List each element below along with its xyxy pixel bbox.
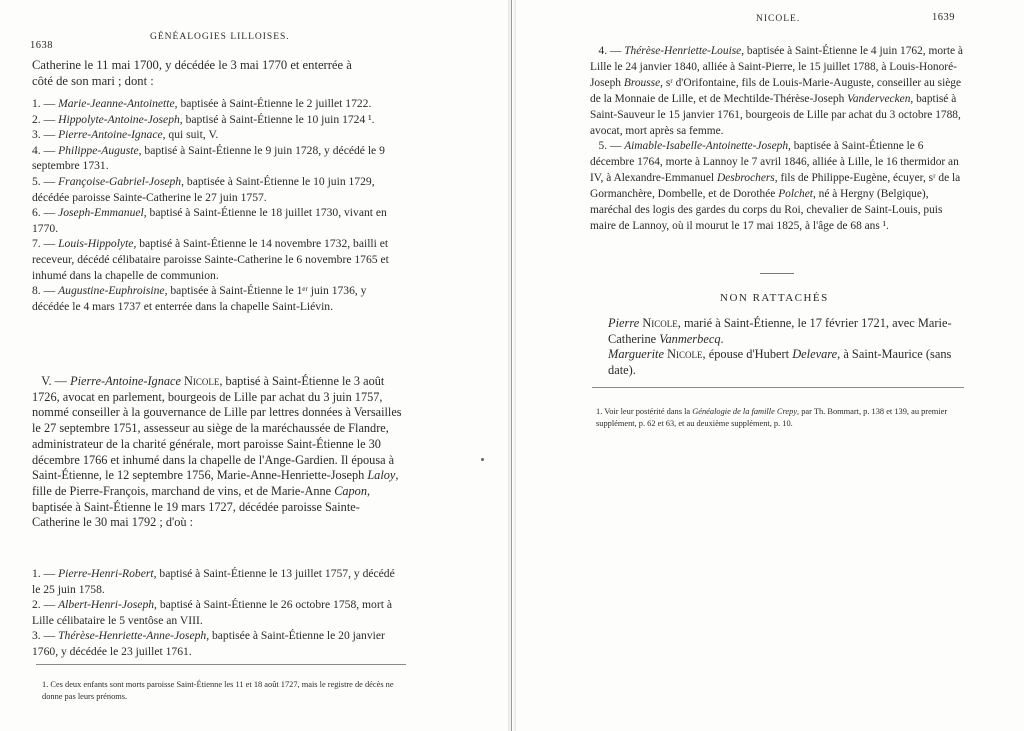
section-title: NON RATTACHÉS [720,292,829,304]
list-item: 8. — Augustine-Euphroisine, baptisée à Saint-Étienne le 1ᵉʳ juin 1736, y décédée le 4 mars 1737 et enterrée dans la chapelle Saint-Liévin. [32,284,367,313]
child-details: , baptisé à Saint-Étienne le 14 novembre 1732, bailli et receveur, décédé célibataire paroisse Sainte-Catherine le 6 novembre 1765 et inhumé dans la chapelle de communion. [32,237,389,282]
child-details: , né à Hergny (Belgique), maréchal des logis des gardes du corps du Roi, chevalier de Saint-Louis, puis maire de Lannoy, où il mourut le 17 mai 1825, à l'âge de 68 ans ¹. [590,188,943,232]
intro-line-2: côté de son mari ; dont : [32,73,154,88]
left-footnote: 1. Ces deux enfants sont morts paroisse Saint-Étienne les 11 et 18 août 1727, mais le registre de décès ne donne pas leurs prénoms. [42,680,394,702]
item-number: 3. [32,629,41,643]
child-name: Augustine-Euphroisine [58,284,165,298]
left-running-title: GÉNÉALOGIES LILLOISES. [150,32,290,42]
child-details: , baptisée à Saint-Étienne le 2 juillet 1722. [174,97,372,110]
footnote-text: , par Th. Bommart, p. 138 et 139, au premier supplément, p. 62 et 63, et au deuxième supplément, p. 10. [596,407,948,429]
child-details: , baptisée à Saint-Étienne le 10 juin 1729, décédée paroisse Sainte-Catherine le 27 juin 1757. [32,174,375,204]
mother-surname: Capon [334,483,367,498]
right-footnote-rule [592,387,964,388]
bio-text-b: , fille de Pierre-François, marchand de vins, et de Marie-Anne [32,468,399,498]
generation-label: V. — [41,374,67,388]
right-page-number: 1639 [932,12,955,23]
child-details: , baptisé à Saint-Étienne le 26 octobre 1758, mort à Lille célibataire le 5 ventôse an VIII. [32,598,392,627]
list-item: 2. — Albert-Henri-Joseph, baptisé à Saint-Étienne le 26 octobre 1758, mort à Lille célibataire le 5 ventôse an VIII. [32,598,392,627]
left-footnote-rule [36,664,406,665]
spouse-surname: Desbrochers [716,172,775,185]
item-number: 1. [32,567,41,580]
spouse-surname: Brousse [623,76,661,89]
list-item: 2. — Hippolyte-Antoine-Joseph, baptisé à Saint-Étienne le 10 juin 1724 ¹. [32,112,375,126]
list-item [608,316,964,347]
child-details: , baptisée à Saint-Étienne le 4 juin 1762, morte à Lille le 24 janvier 1840, alliée à Saint-Pierre, le 15 juillet 1788, à Louis-Honoré-Joseph [590,45,963,89]
list-item: 3. — Pierre-Antoine-Ignace, qui suit, V. [32,128,219,142]
unattached-entries [608,316,964,378]
child-name: Pierre-Antoine-Ignace [58,128,163,142]
list-item: 7. — Louis-Hippolyte, baptisé à Saint-Étienne le 14 novembre 1732, bailli et receveur, décédé célibataire paroisse Sainte-Catherine le 6 novembre 1765 et inhumé dans la chapelle de communion. [32,237,389,282]
child-details: , baptisée à Saint-Étienne le 1ᵉʳ juin 1736, y décédée le 4 mars 1737 et enterrée dans la chapelle Saint-Liévin. [32,284,367,313]
child-name: Thérèse-Henriette-Louise [624,45,742,57]
list-item: 4. — Philippe-Auguste, baptisé à Saint-Étienne le 9 juin 1728, y décédé le 9 septembre 1731. [32,143,385,173]
generation-v-paragraph [32,374,404,531]
child-details: , baptisé à Saint-Étienne le 9 juin 1728, y décédé le 9 septembre 1731. [32,143,385,173]
children-list-2 [32,566,404,660]
child-name: Aimable-Isabelle-Antoinette-Joseph [624,140,789,153]
list-item: 1. — Marie-Jeanne-Antoinette, baptisée à Saint-Étienne le 2 juillet 1722. [32,97,372,110]
intro-line-1: Catherine le 11 mai 1700, y décédée le 3 mai 1770 et enterrée à [32,58,352,72]
bio-text-c: , baptisée à Saint-Étienne le 19 mars 1727, décédée paroisse Sainte-Catherine le 30 mai 1792 ; d'où : [32,483,371,530]
children-list-3 [590,44,968,235]
left-page-number: 1638 [30,40,53,51]
entry-text: , épouse d'Hubert [702,347,793,362]
right-running-title: NICOLE. [756,14,801,24]
item-number: 6. [32,206,41,220]
entry-text: . [720,331,724,346]
spouse-surname: Vanmerbecq [659,331,721,346]
bio-text-a: , baptisé à Saint-Étienne le 3 août 1726, avocat en parlement, bourgeois de Lille par achat du 3 juin 1757, nommé conseiller à la gouvernance de Lille par lettres données à Versailles le 27 septembre 1751, assesseur au siège de la maréchaussée de Flandre, administrateur de la charité générale, mort paroisse Saint-Étienne le 30 décembre 1766 et inhumé dans la chapelle de l'Ange-Gardien. Il épousa à Saint-Étienne, le 12 septembre 1756, Marie-Anne-Henriette-Joseph [32,374,402,483]
item-number: 3. [32,128,41,142]
child-name: Hippolyte-Antoine-Joseph [58,112,180,126]
list-item: 5. — Françoise-Gabriel-Joseph, baptisée à Saint-Étienne le 10 juin 1729, décédée paroisse Sainte-Catherine le 27 juin 1757. [32,174,375,204]
child-name: Pierre-Henri-Robert [58,567,154,580]
child-details: , baptisé à Saint-Étienne le 18 juillet 1730, vivant en 1770. [32,206,387,235]
child-name: Françoise-Gabriel-Joseph [58,174,182,188]
child-details: , baptisé à Saint-Sauveur le 15 janvier 1761, bourgeois de Lille par achat du 3 octobre 1788, avocat, mort après sa femme. [590,92,961,137]
child-details: , fils de Philippe-Eugène, écuyer, sʳ de la Gormanchère, Dombelle, et de Dorothée [590,172,961,201]
entry-text: , marié à Saint-Étienne, le 17 février 1721, avec Marie-Catherine [608,316,952,346]
section-divider [760,273,794,274]
item-number: 5. [598,140,608,153]
given-name: Pierre [608,316,640,330]
child-name: Philippe-Auguste [58,143,139,157]
person-surname: Nicole [642,316,678,330]
item-number: 7. [32,237,41,251]
generation-v-text [32,374,404,531]
item-number: 4. [598,45,608,57]
ink-speck [481,458,484,461]
child-details: , qui suit, V. [162,128,219,142]
person-name: Pierre-Antoine-Ignace [70,374,181,388]
child-name: Thérèse-Henriette-Anne-Joseph [58,629,207,643]
children-list-1 [32,96,400,314]
child-details: , baptisée à Saint-Étienne le 20 janvier 1760, y décédée le 23 juillet 1761. [32,629,385,658]
entry-text: , à Saint-Maurice (sans date). [608,347,952,377]
right-footnote [596,406,968,431]
child-details: , sʳ d'Orifontaine, fils de Louis-Marie-Auguste, conseiller au siège de la Monnaie de Lille, et de Mechtilde-Thérèse-Joseph [590,76,962,105]
footnote-title: Généalogie de la famille Crepy [692,407,798,416]
child-name: Joseph-Emmanuel [58,206,144,220]
list-item [608,347,964,378]
gutter-fold [511,0,512,731]
item-number: 2. [32,112,41,126]
book-gutter [508,0,516,731]
item-number: 5. [32,174,41,188]
mother-surname: Polchet [778,188,813,201]
item-number: 8. [32,284,41,298]
child-name: Albert-Henri-Joseph [58,598,155,612]
spouse-surname: Delevare [792,347,838,362]
child-details: , baptisé à Saint-Étienne le 10 juin 1724 ¹. [179,112,375,126]
item-number: 4. [32,143,41,157]
list-item: 4. — Thérèse-Henriette-Louise, baptisée à Saint-Étienne le 4 juin 1762, morte à Lille le 24 janvier 1840, alliée à Saint-Pierre, le 15 juillet 1788, à Louis-Honoré-Joseph Brousse, sʳ d'Orifontaine, fils de Louis-Marie-Auguste, conseiller au siège de la Monnaie de Lille, et de Mechtilde-Thérèse-Joseph Vandervecken, baptisé à Saint-Sauveur le 15 janvier 1761, bourgeois de Lille par achat du 3 octobre 1788, avocat, mort après sa femme. [590,45,963,137]
given-name: Marguerite [608,347,664,362]
person-surname: Nicole [667,347,703,362]
list-item: 3. — Thérèse-Henriette-Anne-Joseph, baptisée à Saint-Étienne le 20 janvier 1760, y décédée le 23 juillet 1761. [32,629,385,658]
child-details: , baptisée à Saint-Étienne le 6 décembre 1764, morte à Lannoy le 7 avril 1846, alliée à Lille, le 16 thermidor an IV, à Alexandre-Emmanuel [590,140,959,185]
left-intro-paragraph [32,58,392,90]
mother-surname: Vandervecken [847,92,911,105]
list-item: 6. — Joseph-Emmanuel, baptisé à Saint-Étienne le 18 juillet 1730, vivant en 1770. [32,206,387,235]
item-number: 1. [32,97,41,110]
person-surname: Nicole [184,374,220,388]
child-details: , baptisé à Saint-Étienne le 13 juillet 1757, y décédé le 25 juin 1758. [32,567,395,596]
footnote-text: 1. Voir leur postérité dans la [596,407,693,416]
spouse-surname: Laloy [367,468,396,483]
child-name: Louis-Hippolyte [58,237,134,251]
item-number: 2. [32,598,41,612]
list-item: 5. — Aimable-Isabelle-Antoinette-Joseph, baptisée à Saint-Étienne le 6 décembre 1764, morte à Lannoy le 7 avril 1846, alliée à Lille, le 16 thermidor an IV, à Alexandre-Emmanuel Desbrochers, fils de Philippe-Eugène, écuyer, sʳ de la Gormanchère, Dombelle, et de Dorothée Polchet, né à Hergny (Belgique), maréchal des logis des gardes du corps du Roi, chevalier de Saint-Louis, puis maire de Lannoy, où il mourut le 17 mai 1825, à l'âge de 68 ans ¹. [590,140,961,232]
child-name: Marie-Jeanne-Antoinette [58,97,175,110]
list-item: 1. — Pierre-Henri-Robert, baptisé à Saint-Étienne le 13 juillet 1757, y décédé le 25 juin 1758. [32,567,395,596]
